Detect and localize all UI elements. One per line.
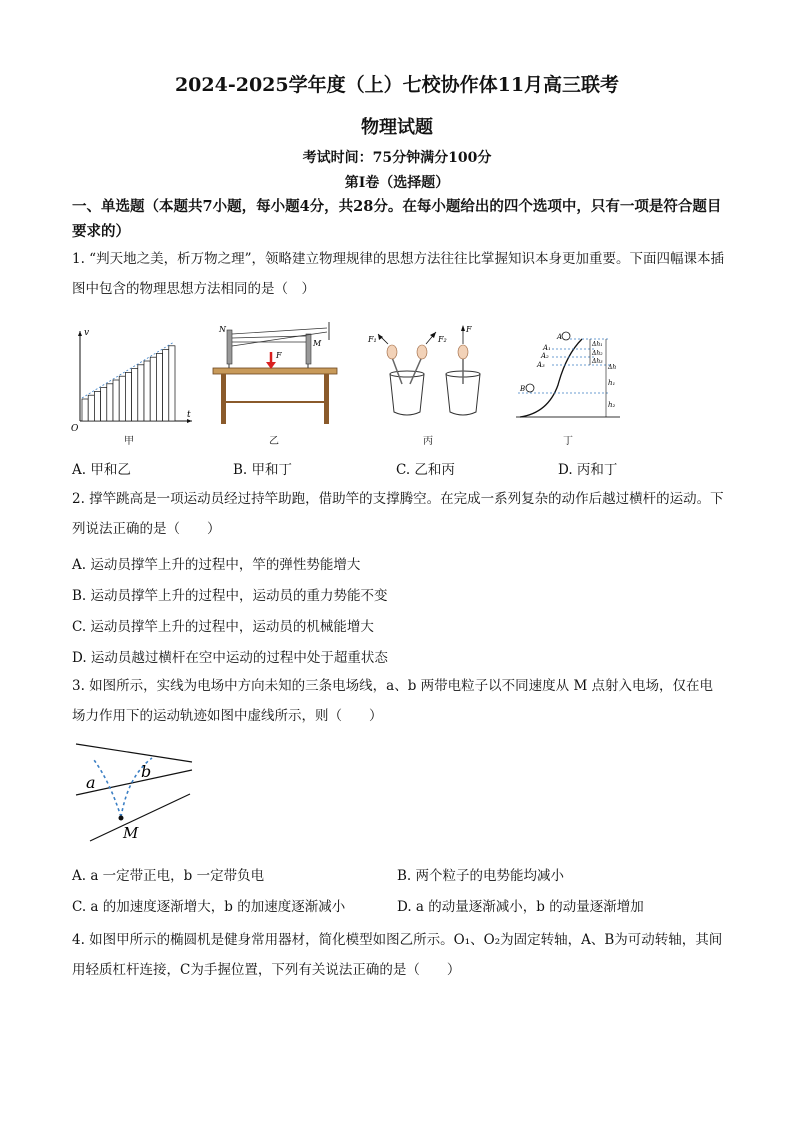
ding-h2-label: h₂ <box>608 401 616 409</box>
figure-label-bing: 丙 <box>423 436 433 447</box>
yi-mirror-N <box>227 330 232 364</box>
ding-slope <box>520 339 582 417</box>
q1-figure-ding <box>508 325 628 425</box>
jia-bar <box>107 384 113 421</box>
q3-label-a: a <box>86 773 96 792</box>
q3-field-line <box>76 744 192 762</box>
q2-option-b[interactable]: B. 运动员撑竿上升的过程中，运动员的重力势能不变 <box>72 588 388 604</box>
jia-bar <box>125 372 131 421</box>
q3-label-M: M <box>123 824 139 842</box>
q1-option-a[interactable]: A. 甲和乙 <box>72 462 131 478</box>
q3-option-a[interactable]: A. a 一定带正电，b 一定带负电 <box>72 868 265 884</box>
bing-F-label: F <box>466 325 472 334</box>
bing-F1-label: F₁ <box>368 335 377 344</box>
jia-bar <box>94 391 100 421</box>
q1-figure-yi <box>205 320 345 430</box>
jia-bar <box>88 395 94 421</box>
yi-table-leg <box>324 374 329 424</box>
q1-option-c[interactable]: C. 乙和丙 <box>396 462 455 478</box>
jia-origin-label: O <box>71 424 79 434</box>
bing-F2-label: F₂ <box>438 335 447 344</box>
ding-B-label: B <box>520 385 526 393</box>
yi-F-label: F <box>276 351 282 360</box>
q4-stem: 4. 如图甲所示的椭圆机是健身常用器材，简化模型如图乙所示。O₁、O₂为固定转轴，A、B为可动转轴，其间用轻质杠杆连接，C为手握位置，下列有关说法正确的是（ ） <box>72 932 723 978</box>
jia-bar <box>101 388 107 421</box>
jia-bar <box>163 350 169 421</box>
jia-v-label: v <box>84 328 90 338</box>
figure-label-ding: 丁 <box>563 436 573 447</box>
exam-info: 考试时间：75分钟满分100分 <box>302 150 492 166</box>
q3-point-M <box>119 816 124 821</box>
ding-dh3-label: Δh₃ <box>592 358 603 365</box>
q2-option-c[interactable]: C. 运动员撑竿上升的过程中，运动员的机械能增大 <box>72 619 374 635</box>
ding-h1-label: h₁ <box>608 379 616 387</box>
ding-A3-label: A₃ <box>537 361 545 369</box>
figure-label-yi: 乙 <box>269 436 279 447</box>
q2-option-d[interactable]: D. 运动员越过横杆在空中运动的过程中处于超重状态 <box>72 650 388 666</box>
jia-bars <box>82 346 175 421</box>
ding-dh-label: Δh <box>608 364 617 371</box>
ding-A-label: A <box>557 333 563 341</box>
q3-stem: 3. 如图所示，实线为电场中方向未知的三条电场线，a、b 两带电粒子以不同速度从 M 点射入电场，仅在电场力作用下的运动轨迹如图中虚线所示，则（ ） <box>72 678 714 724</box>
bing-beaker-left <box>390 374 424 415</box>
yi-M-label: M <box>313 339 322 348</box>
q3-option-d[interactable]: D. a 的动量逐渐减小，b 的动量逐渐增加 <box>397 899 644 915</box>
ding-ball-B <box>526 384 534 392</box>
q1-figure-jia <box>68 325 198 445</box>
q3-figure-field-lines <box>72 740 202 845</box>
jia-bar <box>150 357 156 421</box>
q2-option-a[interactable]: A. 运动员撑竿上升的过程中，竿的弹性势能增大 <box>72 557 361 573</box>
q3-label-b: b <box>141 762 152 781</box>
yi-N-label: N <box>219 325 226 334</box>
jia-bar <box>138 365 144 421</box>
yi-mirror-M <box>306 334 311 364</box>
volume-title: 第I卷（选择题） <box>344 175 450 191</box>
ding-ball-A <box>562 332 570 340</box>
jia-bar <box>156 353 162 421</box>
section-heading: 一、单选题（本题共7小题，每小题4分，共28分。在每小题给出的四个选项中，只有一项是符合题目要求的） <box>72 198 722 240</box>
jia-bar <box>119 376 125 421</box>
jia-bar <box>82 399 88 421</box>
yi-table-top <box>213 368 337 374</box>
ding-dh1-label: Δh₁ <box>592 341 603 348</box>
jia-bar <box>113 380 119 421</box>
q1-stem: 1. “判天地之美，析万物之理”，领略建立物理规律的思想方法往往比掌握知识本身更加重要。下面四幅课本插图中包含的物理思想方法相同的是（ ） <box>72 251 724 297</box>
q3-option-b[interactable]: B. 两个粒子的电势能均减小 <box>397 868 565 884</box>
jia-t-label: t <box>187 410 191 420</box>
q1-figure-bing <box>362 322 492 422</box>
jia-bar <box>132 369 138 421</box>
subject-title: 物理试题 <box>361 117 433 138</box>
q3-option-c[interactable]: C. a 的加速度逐渐增大，b 的加速度逐渐减小 <box>72 899 346 915</box>
jia-bar <box>169 346 175 421</box>
ding-A1-label: A₁ <box>543 344 551 352</box>
ding-dh2-label: Δh₂ <box>592 350 603 357</box>
q3-field-line <box>90 794 190 841</box>
ding-A2-label: A₂ <box>541 352 549 360</box>
yi-table-leg <box>221 374 226 424</box>
q2-stem: 2. 撑竿跳高是一项运动员经过持竿助跑，借助竿的支撑腾空。在完成一系列复杂的动作后越过横杆的运动。下列说法正确的是（ ） <box>72 491 724 537</box>
q1-option-b[interactable]: B. 甲和丁 <box>233 462 293 478</box>
figure-label-jia: 甲 <box>124 436 134 447</box>
q1-option-d[interactable]: D. 丙和丁 <box>558 462 618 478</box>
exam-title: 2024-2025学年度（上）七校协作体11月高三联考 <box>174 74 620 96</box>
jia-bar <box>144 361 150 421</box>
